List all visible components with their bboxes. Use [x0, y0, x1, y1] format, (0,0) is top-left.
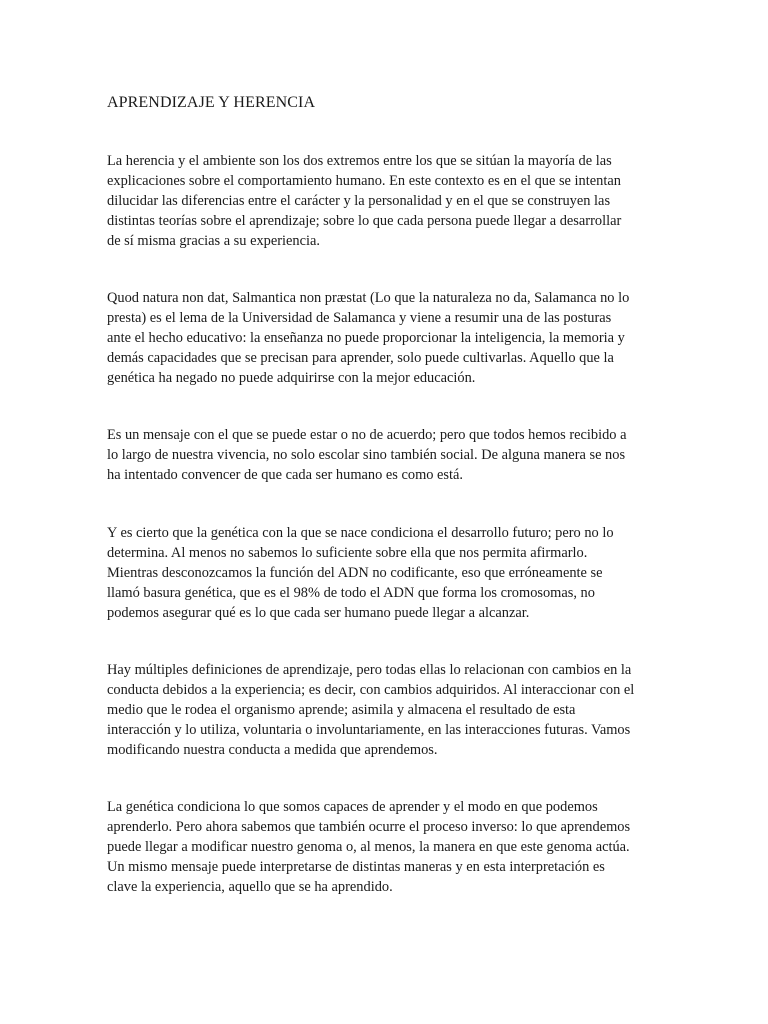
paragraph-line: distintas teorías sobre el aprendizaje; sobre lo que cada persona puede llegar a desarrollar	[107, 213, 622, 229]
paragraph-line: puede llegar a modificar nuestro genoma o, al menos, la manera en que este genoma actúa.	[107, 839, 630, 855]
paragraph-line: Y es cierto que la genética con la que se nace condiciona el desarrollo futuro; pero no lo	[107, 525, 614, 541]
paragraph-5	[107, 660, 667, 760]
paragraph-line: dilucidar las diferencias entre el carácter y la personalidad y en el que se construyen las	[107, 193, 611, 209]
paragraph-line: Quod natura non dat, Salmantica non præstat (Lo que la naturaleza no da, Salamanca no lo	[107, 290, 630, 306]
paragraph-4	[107, 523, 667, 623]
paragraph-line: La genética condiciona lo que somos capaces de aprender y el modo en que podemos	[107, 799, 598, 815]
paragraph-line: podemos asegurar qué es lo que cada ser humano puede llegar a alcanzar.	[107, 605, 530, 621]
paragraph-line: de sí misma gracias a su experiencia.	[107, 233, 320, 249]
paragraph-line: La herencia y el ambiente son los dos extremos entre los que se sitúan la mayoría de las	[107, 153, 612, 169]
paragraph-3	[107, 425, 667, 485]
paragraph-line: genética ha negado no puede adquirirse con la mejor educación.	[107, 370, 476, 386]
paragraph-line: ha intentado convencer de que cada ser humano es como está.	[107, 467, 464, 483]
document-title: APRENDIZAJE Y HERENCIA	[107, 94, 316, 111]
paragraph-line: explicaciones sobre el comportamiento humano. En este contexto es en el que se intentan	[107, 173, 621, 189]
paragraph-line: modificando nuestra conducta a medida que aprendemos.	[107, 742, 438, 758]
paragraph-2	[107, 288, 667, 388]
paragraph-line: aprenderlo. Pero ahora sabemos que también ocurre el proceso inverso: lo que aprendemos	[107, 819, 631, 835]
paragraph-line: Mientras desconozcamos la función del ADN no codificante, eso que erróneamente se	[107, 565, 603, 581]
paragraph-line: interacción y lo utiliza, voluntaria o involuntariamente, en las interacciones futuras. Vamos	[107, 722, 631, 738]
paragraph-line: demás capacidades que se precisan para aprender, solo puede cultivarlas. Aquello que la	[107, 350, 614, 366]
paragraph-line: lo largo de nuestra vivencia, no solo escolar sino también social. De alguna manera se nos	[107, 447, 626, 463]
paragraph-1	[107, 151, 667, 251]
paragraph-6	[107, 797, 667, 897]
paragraph-line: medio que le rodea el organismo aprende; asimila y almacena el resultado de esta	[107, 702, 576, 718]
paragraph-line: ante el hecho educativo: la enseñanza no puede proporcionar la inteligencia, la memoria y	[107, 330, 625, 346]
paragraph-line: presta) es el lema de la Universidad de Salamanca y viene a resumir una de las posturas	[107, 310, 612, 326]
paragraph-line: determina. Al menos no sabemos lo suficiente sobre ella que nos permita afirmarlo.	[107, 545, 588, 561]
paragraph-line: clave la experiencia, aquello que se ha aprendido.	[107, 879, 393, 895]
paragraph-line: Hay múltiples definiciones de aprendizaje, pero todas ellas lo relacionan con cambios en la	[107, 662, 632, 678]
paragraph-line: Un mismo mensaje puede interpretarse de distintas maneras y en esta interpretación es	[107, 859, 605, 875]
paragraph-line: Es un mensaje con el que se puede estar o no de acuerdo; pero que todos hemos recibido a	[107, 427, 627, 443]
paragraph-line: conducta debidos a la experiencia; es decir, con cambios adquiridos. Al interaccionar con el	[107, 682, 635, 698]
paragraph-line: llamó basura genética, que es el 98% de todo el ADN que forma los cromosomas, no	[107, 585, 595, 601]
